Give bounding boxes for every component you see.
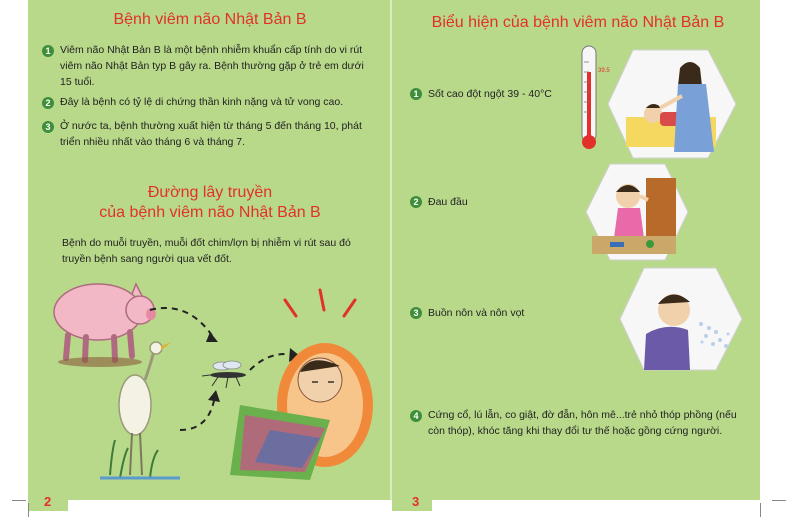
- symptom-2-text: Đau đầu: [428, 196, 468, 208]
- transmission-text: Bệnh do muỗi truyền, muỗi đốt chim/lợn bị nhiễm vi rút sau đó truyền bệnh sang người qua vết đốt.: [62, 237, 351, 265]
- left-item-2-text: Đây là bệnh có tỷ lệ di chứng thần kinh nặng và tử vong cao.: [60, 96, 344, 108]
- bullet-number-2: 2: [42, 97, 54, 109]
- bullet-number-2: 2: [410, 196, 422, 208]
- bullet-number-1: 1: [42, 45, 54, 57]
- transmission-illustration: [40, 280, 380, 490]
- left-item-1-text: Viêm não Nhật Bản B là một bệnh nhiễm khuẩn cấp tính do vi rút viêm não Nhật Bản typ B gây ra. Bệnh thường gặp ở trẻ em dưới 15 tuổi.: [60, 44, 364, 88]
- right-page-number: 3: [412, 494, 420, 509]
- bullet-number-3: 3: [410, 307, 422, 319]
- bullet-number-1: 1: [410, 88, 422, 100]
- transmission-title-line2: của bệnh viêm não Nhật Bản B: [99, 204, 321, 221]
- left-page-title: Bệnh viêm não Nhật Bản B: [113, 11, 307, 28]
- right-page-title: Biểu hiện của bệnh viêm não Nhật Bản B: [431, 14, 725, 31]
- left-item-3-text: Ở nước ta, bệnh thường xuất hiện từ tháng 5 đến tháng 10, phát triển nhiều nhất vào tháng 6 và tháng 7.: [60, 120, 362, 148]
- vomiting-illustration: [616, 264, 746, 374]
- pig-icon: [54, 284, 156, 367]
- headache-illustration: [580, 160, 690, 265]
- transmission-title-line1: Đường lây truyền: [147, 184, 273, 201]
- symptom-1-text: Sốt cao đột ngột 39 - 40°C: [428, 88, 552, 100]
- symptom-3-text: Buồn nôn và nôn vọt: [428, 307, 525, 319]
- bullet-number-4: 4: [410, 410, 422, 422]
- left-page-number: 2: [44, 494, 52, 509]
- bullet-number-3: 3: [42, 121, 54, 133]
- sick-child-icon: [230, 290, 373, 480]
- symptom-4-text: Cứng cổ, lú lẫn, co giật, đờ đẫn, hôn mê...trẻ nhỏ thóp phồng (nếu còn thóp), khóc tăng khi thay đổi tư thế hoặc gồng cứng người.: [428, 409, 737, 437]
- mosquito-icon: [202, 361, 246, 388]
- thermometer-reading: 39.5: [598, 68, 610, 74]
- thermometer-icon: [582, 46, 610, 149]
- fever-illustration: [578, 42, 748, 167]
